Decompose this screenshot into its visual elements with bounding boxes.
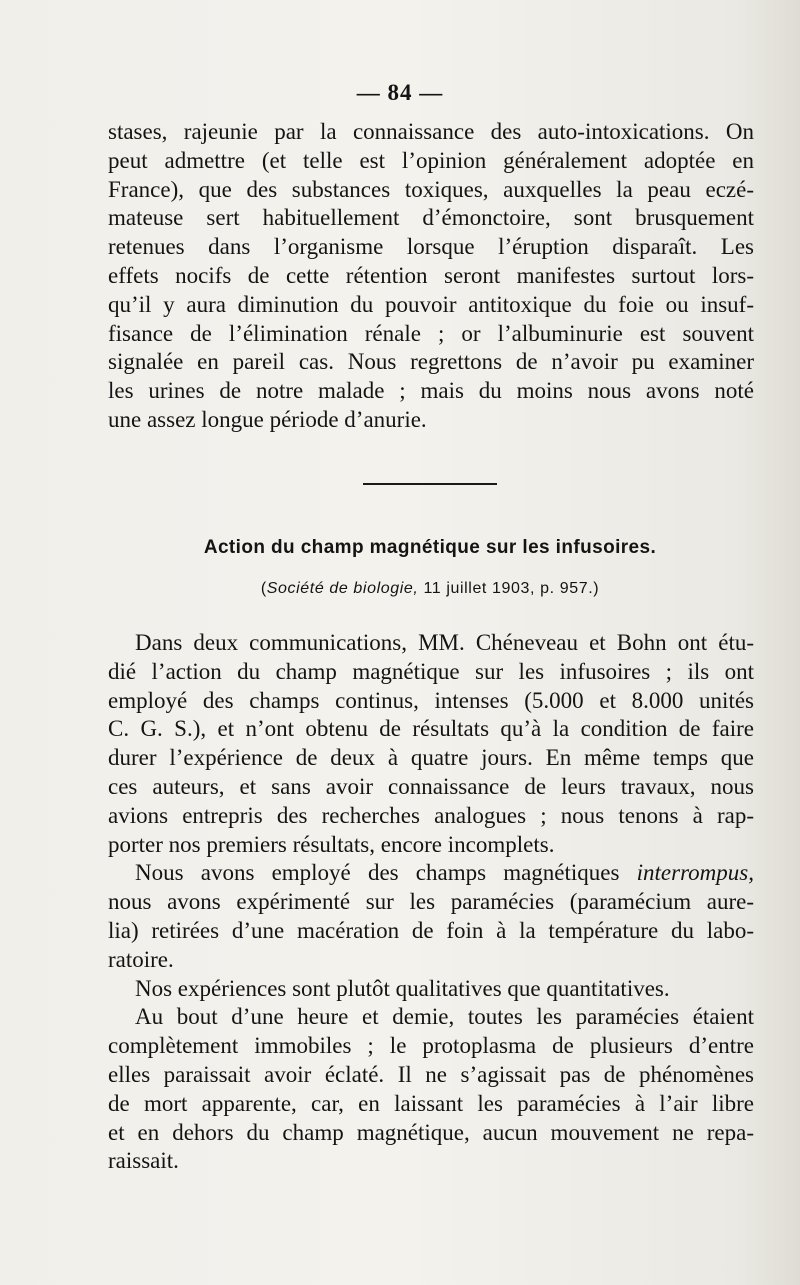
text-line: Nos expériences sont plutôt qualitatives que quantitatives. <box>135 975 670 1001</box>
text-line: fisance de l’élimination rénale ; or l’albuminurie est souvent <box>108 320 754 346</box>
text-line: les urines de notre malade ; mais du moins nous avons noté <box>108 378 754 404</box>
text-line: une assez longue période d’anurie. <box>108 406 427 432</box>
text-line: ratoire. <box>108 946 174 972</box>
text-line: stases, rajeunie par la connaissance des auto-intoxications. On <box>108 119 754 144</box>
text-line: avions entrepris des recherches analogues ; nous tenons à rap- <box>108 802 754 828</box>
text-line: signalée en pareil cas. Nous regrettons de n’avoir pu examiner <box>108 349 754 375</box>
text-line: raissait. <box>108 1148 179 1174</box>
text-line: dié l’action du champ magnétique sur les infusoires ; ils ont <box>108 658 754 684</box>
source-open: ( <box>260 580 267 597</box>
text-line: et en dehors du champ magnétique, aucun mouvement ne repa- <box>108 1119 754 1145</box>
source-journal: Société de biologie, <box>266 580 419 597</box>
section-title: Action du champ magnétique sur les infusoires. <box>203 537 657 558</box>
text-line: ces auteurs, et sans avoir connaissance de leurs travaux, nous <box>108 773 754 799</box>
text-line: qu’il y aura diminution du pouvoir antitoxique du foie ou insuf- <box>108 291 754 317</box>
text-line: de mort apparente, car, en laissant les paramécies à l’air libre <box>108 1090 754 1116</box>
text-line: nous avons expérimenté sur les paramécies (paramécium aure- <box>108 889 754 915</box>
text-line <box>108 859 754 888</box>
text-line: durer l’expérience de deux à quatre jours. En même temps que <box>108 745 754 771</box>
page-number: — 84 — <box>356 80 444 105</box>
text-line: employé des champs continus, intenses (5.000 et 8.000 unités <box>108 687 754 713</box>
source-date: 11 juillet 1903, p. 957.) <box>418 580 600 597</box>
text-line: peut admettre (et telle est l’opinion généralement adoptée en <box>108 147 754 173</box>
text-line: Dans deux communications, MM. Chéneveau et Bohn ont étu- <box>135 630 754 655</box>
text-line: lia) retirées d’une macération de foin à la température du labo- <box>108 917 754 943</box>
italic-word: interrompus, <box>636 860 754 886</box>
text-line: Au bout d’une heure et demie, toutes les paramécies étaient <box>135 1004 754 1030</box>
text-line: mateuse sert habituellement d’émonctoire, sont brusquement <box>108 205 754 231</box>
text-line: elles paraissait avoir éclaté. Il ne s’agissait pas de phénomènes <box>108 1061 754 1087</box>
text-line: complètement immobiles ; le protoplasma de plusieurs d’entre <box>108 1033 754 1059</box>
text-line: porter nos premiers résultats, encore incomplets. <box>108 831 555 857</box>
text-line: effets nocifs de cette rétention seront manifestes surtout lors- <box>108 262 754 288</box>
text-run: Nous avons employé des champs magnétiques <box>135 860 637 886</box>
text-line: C. G. S.), et n’ont obtenu de résultats qu’à la condition de faire <box>108 716 754 742</box>
section-divider <box>363 483 497 485</box>
article-body <box>108 629 754 1176</box>
text-line: retenues dans l’organisme lorsque l’éruption disparaît. Les <box>108 234 754 260</box>
source-citation <box>0 580 800 598</box>
text-line: France), que des substances toxiques, auxquelles la peau eczé- <box>108 176 754 202</box>
intro-paragraph <box>108 118 754 435</box>
